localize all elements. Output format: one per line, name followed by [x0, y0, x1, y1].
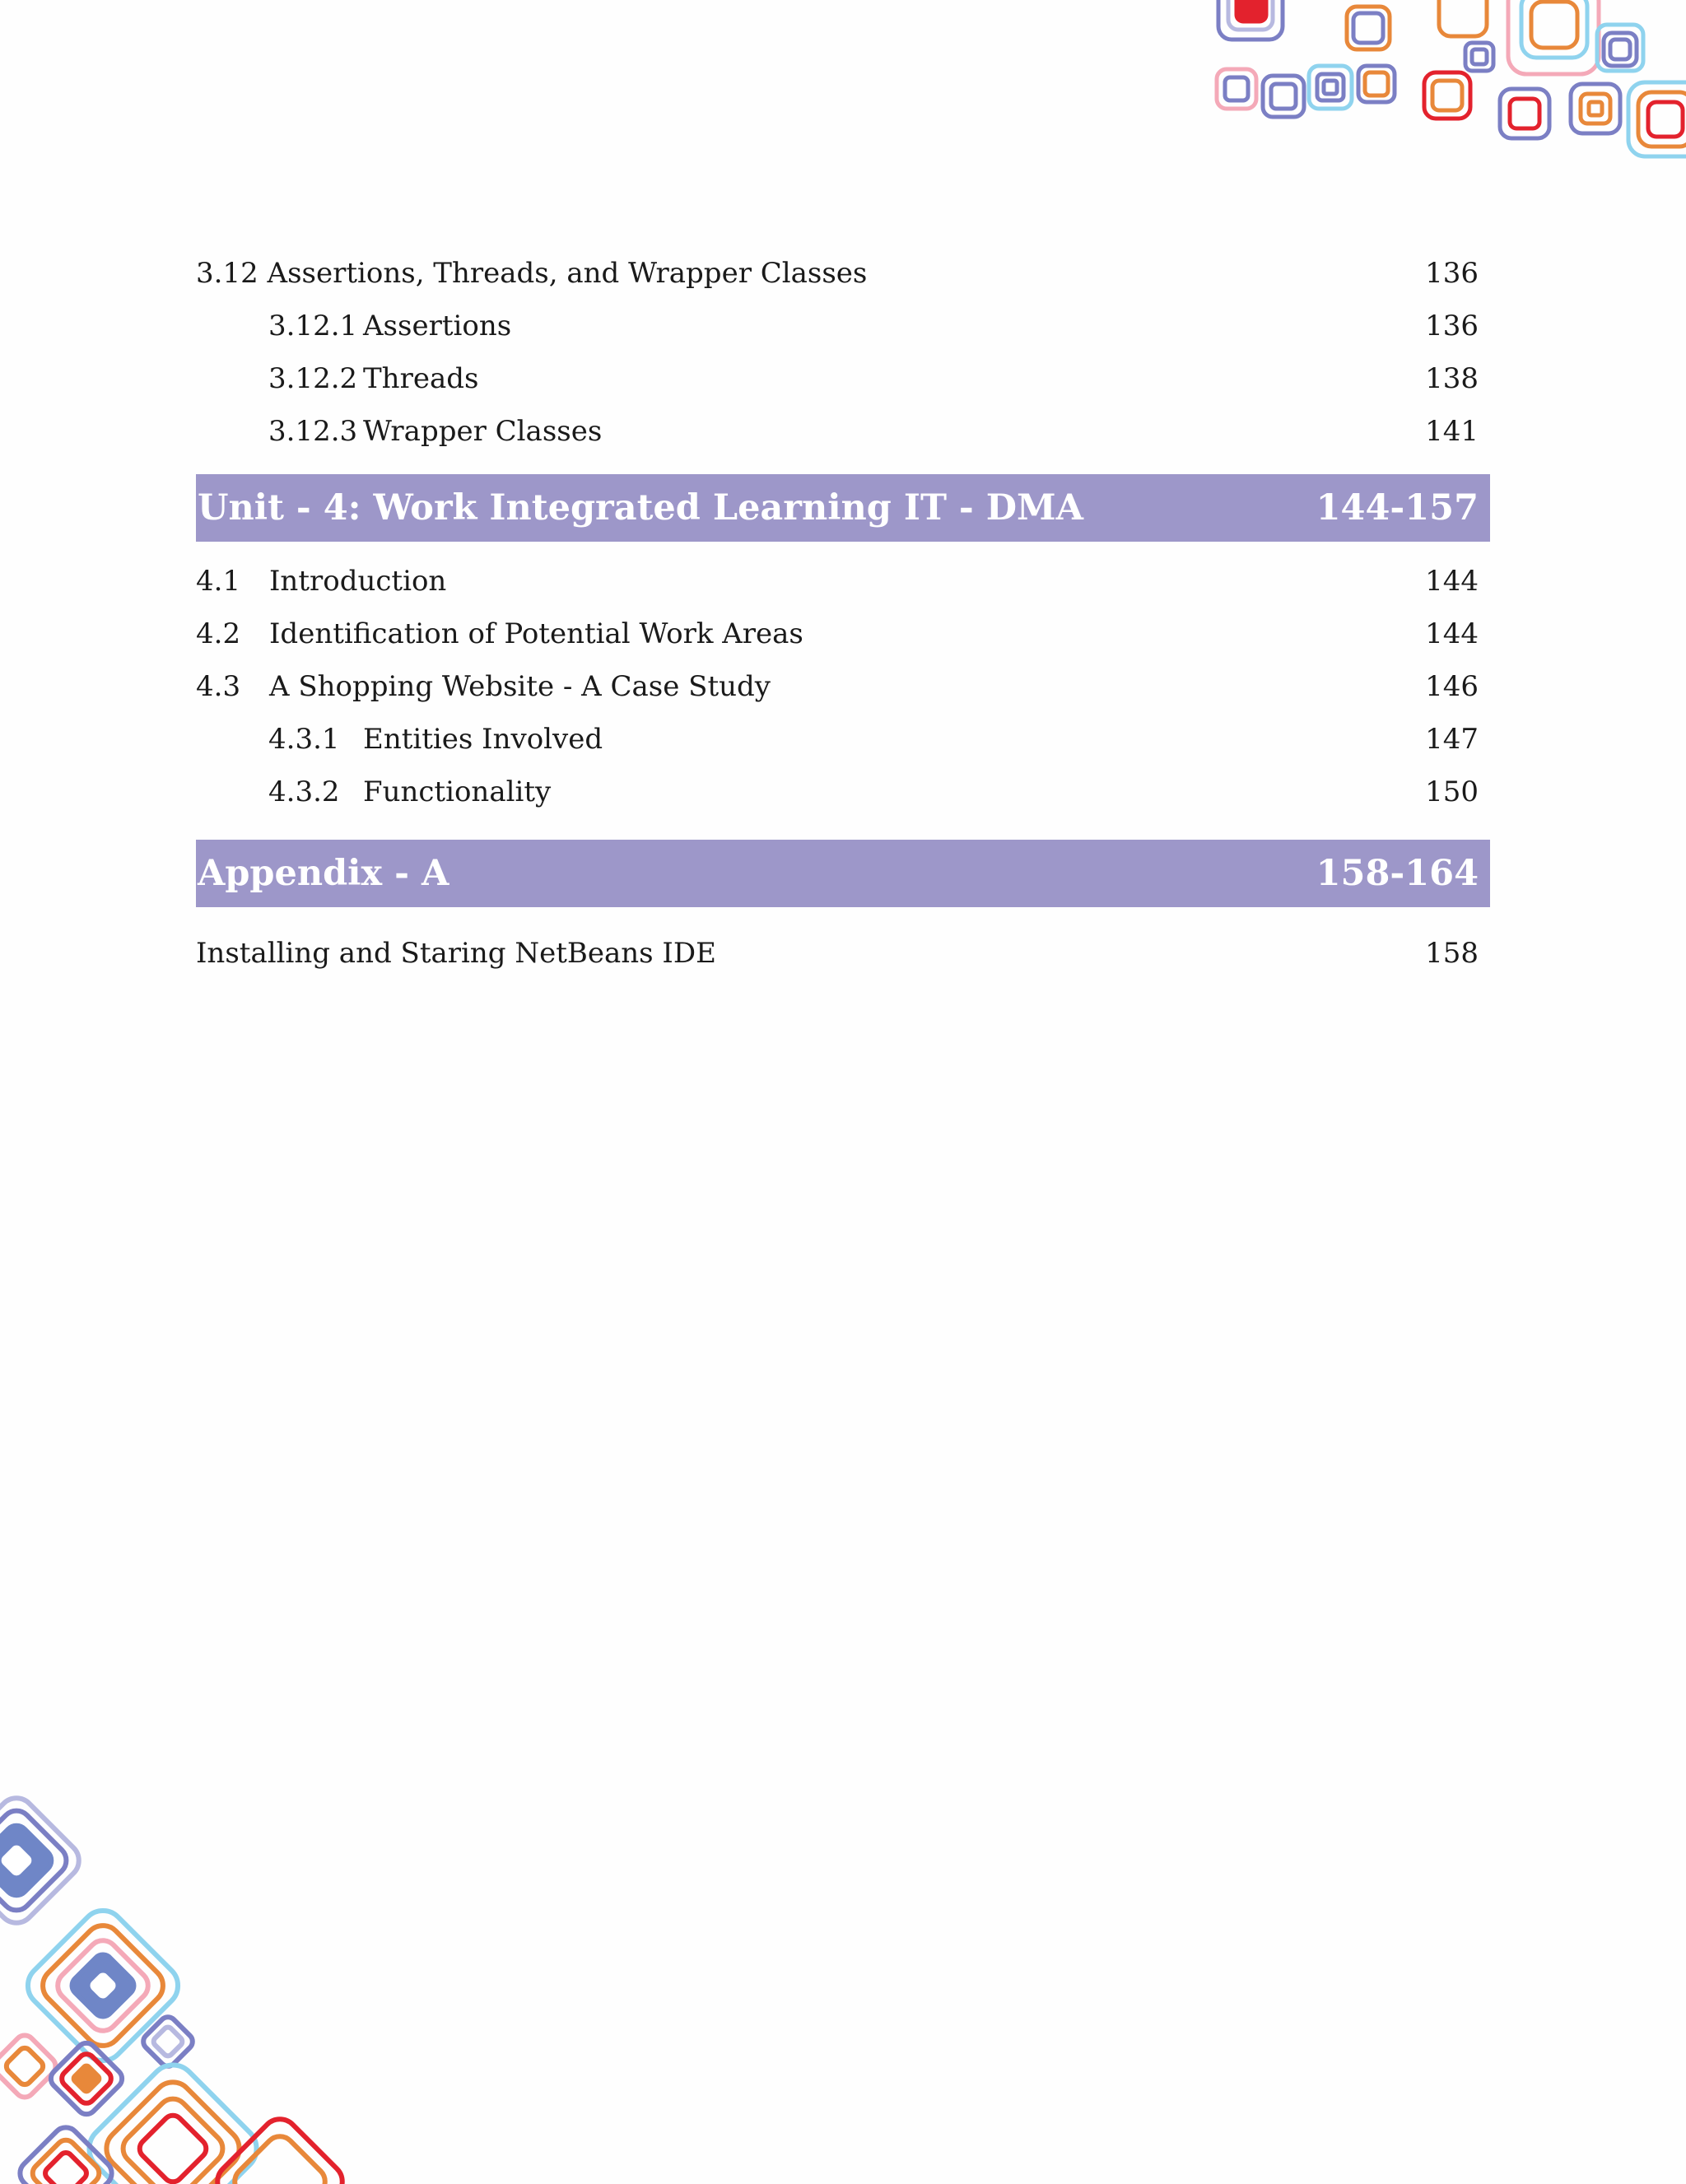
toc-entry-number: 4.2	[196, 617, 241, 650]
toc-entry-3-12-1[interactable]	[196, 300, 1490, 352]
toc-entry-number: 4.3	[196, 670, 241, 703]
toc-entry-4-3[interactable]	[196, 660, 1490, 713]
toc-entry-3-12-2[interactable]	[196, 352, 1490, 405]
toc-entry-title: Wrapper Classes	[363, 415, 603, 448]
toc-entry-page: 144	[1425, 617, 1479, 650]
toc-entry-4-3-1[interactable]	[196, 713, 1490, 766]
toc-entry-4-3-2[interactable]	[196, 766, 1490, 818]
toc-entry-appendix-item[interactable]	[196, 927, 1490, 980]
toc-entry-title: Identification of Potential Work Areas	[269, 617, 803, 650]
toc-entry-page: 141	[1425, 415, 1479, 448]
toc-entry-title: Entities Involved	[363, 723, 603, 756]
decorative-squares-top	[1202, 0, 1686, 165]
unit-page-range: 144-157	[1316, 487, 1479, 529]
toc-entry-number: 4.1	[196, 565, 241, 598]
toc-entry-number: 3.12.2	[268, 362, 358, 395]
toc-entry-page: 158	[1425, 937, 1479, 970]
toc-entry-title: Threads	[363, 362, 479, 395]
toc-entry-title: Functionality	[363, 775, 552, 808]
toc-entry-title: Assertions	[363, 310, 512, 342]
toc-entry-page: 136	[1425, 310, 1479, 342]
toc-entry-4-1[interactable]	[196, 555, 1490, 608]
toc-entry-4-2[interactable]	[196, 608, 1490, 660]
decorative-squares-bottom	[0, 1795, 354, 2184]
toc-entry-number: 3.12.3	[268, 415, 358, 448]
toc-entry-title: Introduction	[269, 565, 447, 598]
toc-entry-number: 4.3.1	[268, 723, 340, 756]
toc-entry-page: 147	[1425, 723, 1479, 756]
toc-entry-page: 138	[1425, 362, 1479, 395]
toc-entry-number: 4.3.2	[268, 775, 340, 808]
appendix-title: Appendix - A	[198, 853, 449, 894]
toc-entry-number: 3.12.1	[268, 310, 358, 342]
unit-title: Unit - 4: Work Integrated Learning IT - DMA	[198, 487, 1083, 529]
toc-entry-3-12[interactable]	[196, 247, 1490, 300]
table-of-contents	[196, 247, 1490, 980]
toc-entry-page: 146	[1425, 670, 1479, 703]
appendix-a-header[interactable]	[196, 840, 1490, 907]
toc-entry-page: 136	[1425, 257, 1479, 290]
toc-entry-title: Installing and Staring NetBeans IDE	[196, 937, 716, 970]
appendix-page-range: 158-164	[1316, 853, 1479, 894]
unit-4-header[interactable]	[196, 474, 1490, 542]
toc-entry-page: 144	[1425, 565, 1479, 598]
toc-entry-title: A Shopping Website - A Case Study	[269, 670, 771, 703]
toc-entry-page: 150	[1425, 775, 1479, 808]
toc-entry-title: 3.12 Assertions, Threads, and Wrapper Classes	[196, 257, 868, 290]
toc-entry-3-12-3[interactable]	[196, 405, 1490, 458]
